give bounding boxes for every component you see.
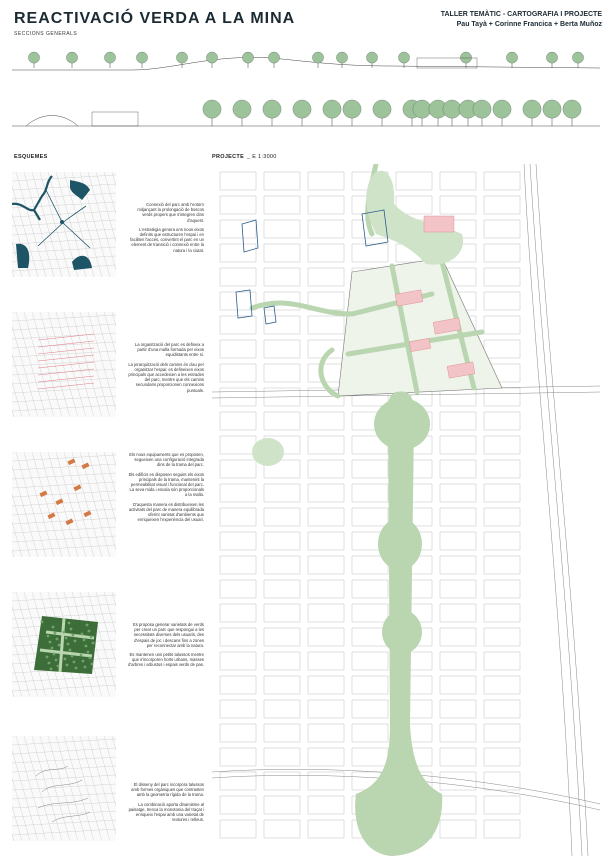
section-drawing-2 — [12, 92, 600, 138]
scheme-1-paragraph-2: L'estratègia genera uns nous eixos definits que estructuren l'espai i en faciliten l'accés, convertint el parc en un element de transició i connexió entre la natura i la ciutat. — [130, 226, 204, 253]
scheme-greenery-diagram — [12, 592, 116, 697]
scheme-3-paragraph-1: Els nous equipaments que es proposen, segueixen una configuració integrada dins de la trama del parc. — [129, 452, 204, 468]
section-drawing-1 — [12, 44, 600, 80]
project-scale: _ E 1:3000 — [247, 154, 277, 160]
scheme-5-paragraph-1: El disseny del parc incorpora talussos amb formes orgàniques que contrasten amb la geometria rígida de la trama. — [131, 782, 204, 798]
schemes-heading: ESQUEMES — [14, 154, 48, 160]
course-name: TALLER TEMÀTIC - CARTOGRAFIA I PROJECTE — [440, 11, 602, 18]
scheme-grid-diagram — [12, 312, 116, 417]
scheme-text-5 — [128, 782, 204, 826]
project-heading: PROJECTE _ E 1:3000 — [212, 154, 277, 160]
scheme-text-4 — [128, 622, 204, 672]
scheme-text-1 — [128, 202, 204, 257]
scheme-4-paragraph-2: Es mantenen uns petits talussos mentre que s'incorporen horts urbans, masses d'arbres i arbustos i espais verds de pas. — [128, 652, 204, 668]
scheme-facilities-diagram — [12, 452, 116, 557]
authors: Pau Tayà + Corinne Francica + Berta Muñoz — [456, 21, 602, 28]
scheme-connection-diagram — [12, 172, 116, 277]
scheme-3-paragraph-2: Els edificis es disposen seguint els eixos principals de la trama, mantenint la permeabilitat visual i funcional del parc. La seva mida i escala són proporcionals a la malla. — [128, 471, 204, 498]
page-title: REACTIVACIÓ VERDA A LA MINA — [14, 10, 296, 27]
scheme-text-3 — [128, 452, 204, 526]
scheme-3-paragraph-3: D'aquesta manera es distribueixen les activitats del parc de manera equilibrada oferint varietat d'ambients que enriqueixen l'experiència del usuari. — [128, 501, 204, 523]
scheme-5-paragraph-2: La combinació aporta dinamisme al paisatge, trenca la monotonia del traçat i enriqueix l'espai amb una varietat de textures i relleus. — [128, 801, 204, 823]
project-masterplan — [212, 164, 600, 856]
scheme-2-paragraph-2: La jerarquització dels camins és clau per organitzar l'espai: es defineixen eixos principals que accedeixen a les entrades del parc, mentre que els camins secundaris proporcionen connexions puntuals. — [128, 361, 204, 393]
page-subtitle: SECCIONS GENERALS — [14, 31, 78, 37]
scheme-text-2 — [128, 342, 204, 397]
scheme-4-paragraph-1: Es proposa generar varietats de verds per crear un parc que respongui a les necessitats diverses dels usuaris, des d'espais de joc i descans fins a zones per reconnectar amb la natura. — [133, 622, 204, 648]
scheme-slopes-diagram — [12, 736, 116, 841]
scheme-2-paragraph-1: La organització del parc es defineix a partir d'una malla formada per eixos equidistants entre si. — [134, 342, 204, 358]
scheme-1-paragraph-1: Connexió del parc amb l'entorn mitjançant la prolongació de boscos verds propers que s'integren dins d'aquest. — [137, 202, 204, 223]
